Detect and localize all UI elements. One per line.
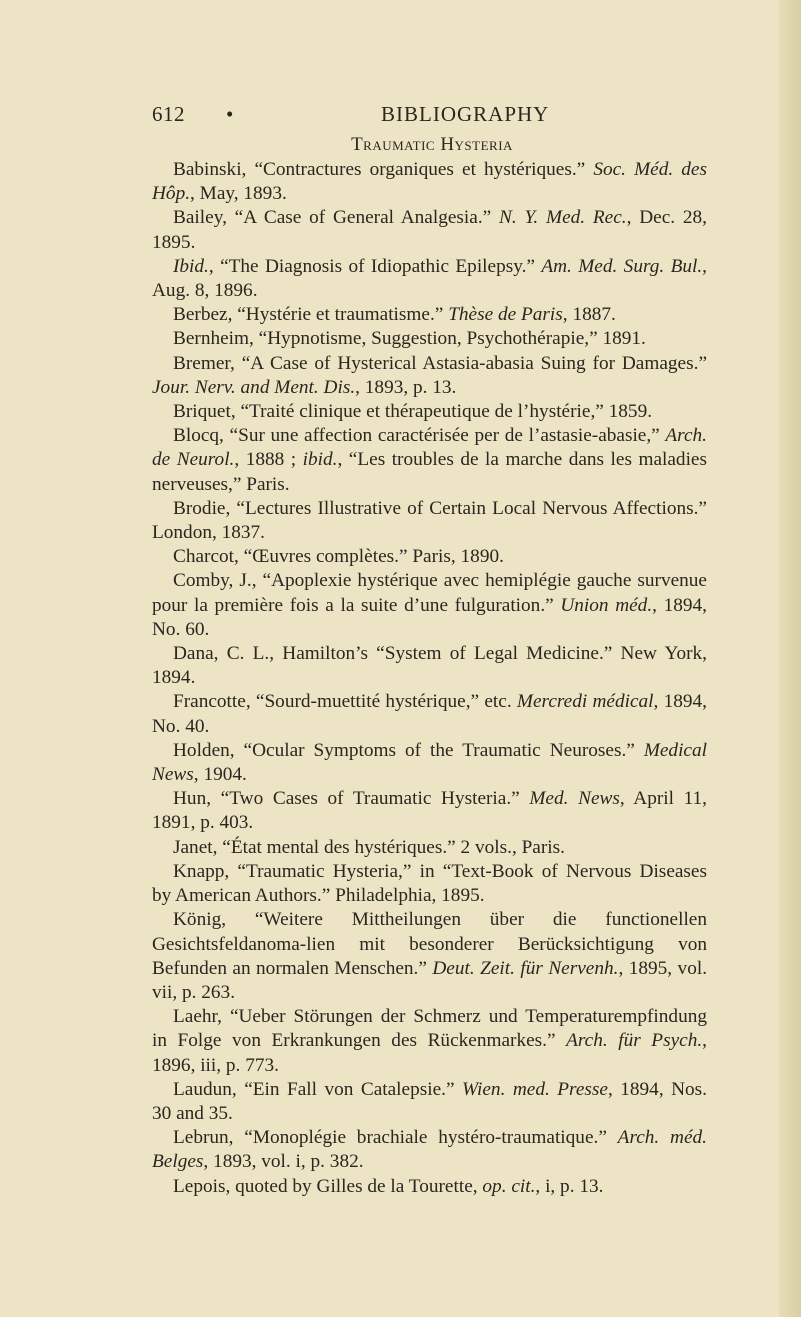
entry-text: , Aug. 8, 1896. — [152, 255, 707, 302]
entry-text: Knapp, “Traumatic Hysteria,” in “Text-Book of Nervous Diseases by American Authors.” Philadelphia, 1895. — [152, 860, 707, 907]
entry-journal: Wien. med. Presse — [462, 1078, 608, 1100]
entry-journal: Mercredi médical — [516, 691, 654, 713]
entry-text: , 1904. — [193, 764, 247, 786]
entry-text: König, “Weitere Mittheilungen über die functionellen Gesichtsfeldanoma-lien mit besonderer Berücksichtigung von Befunden an normalen Menschen.” — [152, 909, 707, 979]
entry-text: , May, 1893. — [190, 183, 287, 205]
bibliography-entry — [152, 400, 707, 424]
entry-journal: Arch. de Neurol. — [152, 425, 707, 471]
entry-text: Brodie, “Lectures Illustrative of Certain Local Nervous Affections.” London, 1837. — [152, 497, 707, 544]
bibliography-entry — [152, 352, 707, 400]
bibliography-entry — [152, 1175, 707, 1199]
bibliography-entry — [152, 206, 707, 254]
entry-journal: Am. Med. Surg. Bul. — [541, 255, 703, 277]
entry-journal: Medical News — [152, 739, 707, 786]
entry-journal: Ibid. — [173, 255, 209, 277]
bibliography-entry — [152, 545, 707, 569]
entry-journal: Deut. Zeit. für Nervenh. — [432, 957, 619, 979]
bibliography-entry — [152, 1005, 707, 1078]
bibliography-entry — [152, 303, 707, 327]
bibliography-list — [152, 158, 707, 1199]
bibliography-entry — [152, 497, 707, 545]
entry-text: , April 11, 1891, p. 403. — [152, 788, 707, 834]
entry-text: Berbez, “Hystérie et traumatisme.” — [173, 304, 449, 326]
entry-journal: Jour. Nerv. and Ment. Dis. — [152, 376, 356, 398]
entry-text: Comby, J., “Apoplexie hystérique avec hemiplégie gauche survenue pour la première fois a la suite d’une fulguration.” — [152, 570, 707, 616]
entry-text: , 1896, iii, p. 773. — [152, 1030, 707, 1076]
bibliography-entry — [152, 690, 707, 738]
section-title: Traumatic Hysteria — [351, 134, 513, 155]
bibliography-entry — [152, 158, 707, 206]
entry-journal: op. cit. — [482, 1175, 536, 1197]
entry-text: , 1887. — [562, 304, 616, 326]
entry-text: , 1888 ; — [234, 449, 303, 471]
running-title: BIBLIOGRAPHY — [381, 102, 550, 126]
bibliography-entry — [152, 836, 707, 860]
entry-text: , 1895, vol. vii, p. 263. — [152, 957, 708, 1003]
entry-text: Bernheim, “Hypnotisme, Suggestion, Psychothérapie,” 1891. — [173, 328, 646, 350]
entry-journal: Med. News — [529, 788, 620, 810]
entry-text: Charcot, “Œuvres complètes.” Paris, 1890. — [173, 546, 504, 568]
entry-text: , 1893, p. 13. — [355, 376, 457, 398]
entry-text: , 1893, vol. i, p. 382. — [203, 1151, 364, 1173]
entry-text: Dana, C. L., Hamilton’s “System of Legal Medicine.” New York, 1894. — [152, 643, 707, 689]
bibliography-entry — [152, 908, 707, 1005]
entry-text: Francotte, “Sourd-muettité hystérique,” etc. — [173, 691, 517, 713]
bibliography-entry — [152, 1126, 707, 1174]
entry-text: Babinski, “Contractures organiques et hystériques.” — [173, 159, 594, 180]
bibliography-entry — [152, 327, 707, 351]
entry-text: Blocq, “Sur une affection caractérisée per de l’astasie-abasie,” — [173, 425, 666, 447]
bibliography-entry — [152, 569, 707, 642]
entry-journal: Soc. Méd. des Hôp. — [152, 159, 707, 205]
entry-text: , 1894, No. 40. — [152, 691, 707, 737]
entry-text: , i, p. 13. — [535, 1175, 604, 1197]
bibliography-entry — [152, 787, 707, 835]
bibliography-entry — [152, 642, 707, 690]
entry-text: Lebrun, “Monoplégie brachiale hystéro-traumatique.” — [173, 1127, 618, 1149]
page-number: 612 — [152, 102, 185, 126]
bibliography-entry — [152, 424, 707, 497]
entry-text: Lepois, quoted by Gilles de la Tourette, — [173, 1175, 483, 1197]
entry-text: , 1894, No. 60. — [152, 594, 707, 640]
entry-journal: Arch. für Psych. — [566, 1030, 703, 1052]
entry-text: , “The Diagnosis of Idiopathic Epilepsy.” — [208, 255, 542, 277]
header-separator: • — [226, 102, 234, 126]
entry-text: Briquet, “Traité clinique et thérapeutique de l’hystérie,” 1859. — [173, 401, 653, 423]
entry-text: , 1894, Nos. 30 and 35. — [152, 1078, 707, 1124]
entry-journal: ibid. — [302, 449, 338, 471]
bibliography-entry — [152, 860, 707, 908]
entry-text: , Dec. 28, 1895. — [152, 207, 707, 253]
bibliography-entry — [152, 255, 707, 303]
entry-text: Holden, “Ocular Symptoms of the Traumatic Neuroses.” — [173, 739, 644, 761]
bibliography-entry — [152, 739, 707, 787]
entry-text: Laehr, “Ueber Störungen der Schmerz und Temperaturempfindung in Folge von Erkrankungen des Rückenmarkes.” — [152, 1006, 707, 1052]
entry-text: Hun, “Two Cases of Traumatic Hysteria.” — [173, 788, 530, 810]
entry-journal: Arch. méd. Belges — [152, 1127, 707, 1173]
entry-text: , “Les troubles de la marche dans les maladies nerveuses,” Paris. — [152, 449, 707, 495]
entry-text: Laudun, “Ein Fall von Catalepsie.” — [173, 1078, 463, 1100]
page-edge-shadow — [779, 0, 801, 1317]
entry-text: Bremer, “A Case of Hysterical Astasia-abasia Suing for Damages.” — [173, 352, 707, 374]
entry-journal: Union méd. — [560, 594, 653, 616]
entry-journal: Thèse de Paris — [448, 304, 563, 326]
bibliography-entry — [152, 1078, 707, 1126]
entry-text: Bailey, “A Case of General Analgesia.” — [173, 207, 500, 229]
entry-journal: N. Y. Med. Rec. — [499, 207, 627, 229]
entry-text: Janet, “État mental des hystériques.” 2 vols., Paris. — [173, 836, 565, 858]
